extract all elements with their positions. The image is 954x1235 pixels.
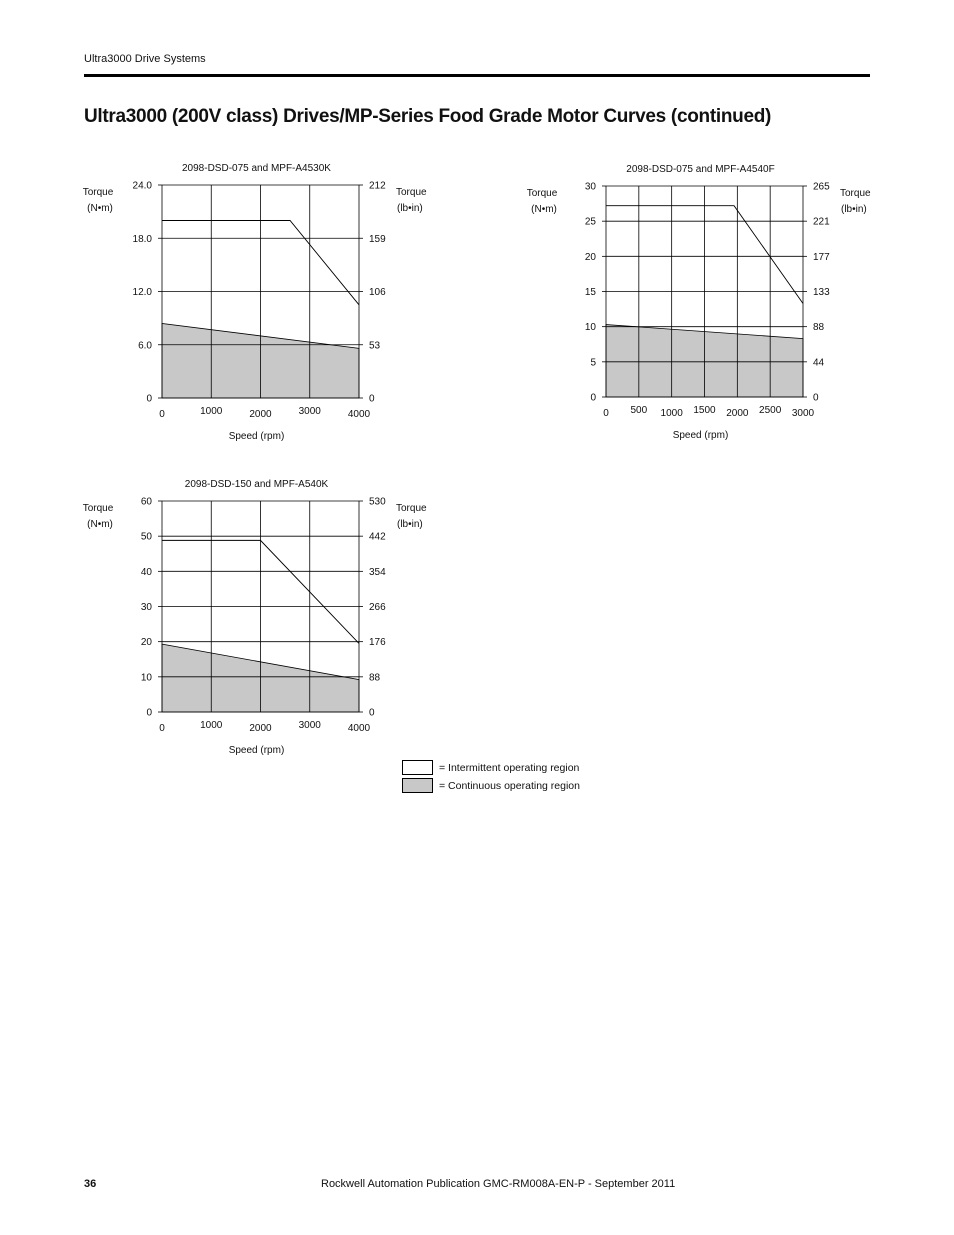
x-tick-label: 0 bbox=[603, 408, 609, 419]
x-tick-label: 1000 bbox=[660, 408, 683, 419]
x-tick-label: 4000 bbox=[347, 723, 371, 734]
y-axis-unit-right: (lb•in) bbox=[397, 519, 423, 530]
x-tick-label: 3000 bbox=[298, 720, 321, 731]
x-tick-label: 1000 bbox=[200, 720, 223, 731]
y-tick-label-right: 530 bbox=[369, 496, 386, 508]
y-tick-label-right: 266 bbox=[369, 602, 386, 613]
y-axis-label-right: Torque bbox=[840, 188, 871, 199]
y-tick-label-right: 442 bbox=[369, 531, 386, 543]
y-tick-label-left: 30 bbox=[584, 181, 596, 193]
x-tick-label: 0 bbox=[159, 723, 165, 734]
y-axis-label-left: Torque bbox=[82, 503, 114, 514]
y-tick-label-left: 30 bbox=[140, 602, 152, 613]
y-axis-unit-right: (lb•in) bbox=[397, 203, 423, 214]
legend-label-intermittent: = Intermittent operating region bbox=[439, 761, 580, 774]
y-axis-label-right: Torque bbox=[396, 503, 427, 514]
y-tick-label-left: 50 bbox=[140, 531, 152, 543]
publication-footer: Rockwell Automation Publication GMC-RM008A-EN-P - September 2011 bbox=[321, 1178, 676, 1190]
y-tick-label-left: 5 bbox=[590, 357, 596, 369]
running-header: Ultra3000 Drive Systems bbox=[84, 53, 206, 65]
y-tick-label-right: 44 bbox=[813, 357, 825, 369]
y-tick-label-right: 88 bbox=[369, 672, 381, 684]
y-tick-label-left: 60 bbox=[140, 496, 152, 508]
y-tick-label-left: 10 bbox=[140, 672, 152, 684]
y-tick-label-right: 212 bbox=[369, 180, 386, 192]
x-tick-label: 2000 bbox=[249, 723, 272, 734]
y-tick-label-right: 0 bbox=[369, 393, 375, 405]
y-tick-label-left: 25 bbox=[584, 216, 596, 228]
legend-item-intermittent bbox=[402, 759, 580, 776]
y-tick-label-left: 0 bbox=[146, 707, 152, 719]
y-tick-label-right: 354 bbox=[369, 566, 386, 578]
y-tick-label-left: 18.0 bbox=[132, 233, 152, 245]
legend-item-continuous bbox=[402, 777, 580, 794]
y-tick-label-right: 0 bbox=[813, 392, 819, 404]
x-tick-label: 2500 bbox=[759, 405, 782, 416]
y-axis-label-left: Torque bbox=[82, 187, 114, 198]
y-tick-label-left: 24.0 bbox=[132, 180, 152, 192]
legend-swatch-continuous bbox=[402, 778, 433, 793]
x-axis-label: Speed (rpm) bbox=[228, 745, 285, 756]
y-tick-label-left: 0 bbox=[146, 393, 152, 405]
y-tick-label-left: 12.0 bbox=[132, 287, 152, 298]
y-axis-unit-right: (lb•in) bbox=[841, 204, 867, 215]
x-tick-label: 1500 bbox=[693, 405, 716, 416]
y-tick-label-right: 106 bbox=[369, 287, 386, 298]
y-axis-unit-left: (N•m) bbox=[531, 204, 557, 215]
x-tick-label: 3000 bbox=[791, 408, 815, 419]
y-tick-label-left: 10 bbox=[584, 322, 596, 334]
x-axis-label: Speed (rpm) bbox=[228, 431, 285, 442]
y-axis-label-left: Torque bbox=[526, 188, 558, 199]
y-tick-label-left: 20 bbox=[140, 637, 152, 649]
x-tick-label: 1000 bbox=[200, 406, 223, 417]
y-tick-label-left: 40 bbox=[140, 566, 152, 578]
y-tick-label-right: 265 bbox=[813, 181, 830, 193]
x-tick-label: 2000 bbox=[726, 408, 749, 419]
x-tick-label: 500 bbox=[630, 405, 648, 416]
y-tick-label-right: 0 bbox=[369, 707, 375, 719]
y-tick-label-right: 133 bbox=[813, 287, 830, 298]
y-tick-label-left: 20 bbox=[584, 251, 596, 263]
x-axis-label: Speed (rpm) bbox=[672, 430, 729, 441]
y-axis-unit-left: (N•m) bbox=[87, 519, 113, 530]
y-axis-unit-left: (N•m) bbox=[87, 203, 113, 214]
y-tick-label-right: 53 bbox=[369, 340, 381, 352]
y-tick-label-left: 6.0 bbox=[138, 340, 152, 352]
legend-label-continuous: = Continuous operating region bbox=[439, 779, 580, 792]
chart-title: 2098-DSD-075 and MPF-A4530K bbox=[182, 163, 331, 174]
y-tick-label-right: 176 bbox=[369, 637, 386, 649]
y-tick-label-right: 159 bbox=[369, 233, 386, 245]
legend-swatch-intermittent bbox=[402, 760, 433, 775]
page-title: Ultra3000 (200V class) Drives/MP-Series Food Grade Motor Curves (continued) bbox=[84, 106, 772, 127]
x-tick-label: 0 bbox=[159, 409, 165, 420]
y-tick-label-right: 177 bbox=[813, 251, 830, 263]
x-tick-label: 4000 bbox=[347, 409, 371, 420]
y-axis-label-right: Torque bbox=[396, 187, 427, 198]
y-tick-label-left: 15 bbox=[584, 287, 596, 298]
y-tick-label-left: 0 bbox=[590, 392, 596, 404]
page-number: 36 bbox=[84, 1178, 97, 1190]
x-tick-label: 2000 bbox=[249, 409, 272, 420]
x-tick-label: 3000 bbox=[298, 406, 321, 417]
chart-title: 2098-DSD-150 and MPF-A540K bbox=[184, 479, 329, 490]
chart-title: 2098-DSD-075 and MPF-A4540F bbox=[626, 164, 775, 175]
legend bbox=[402, 759, 580, 795]
y-tick-label-right: 88 bbox=[813, 322, 825, 334]
y-tick-label-right: 221 bbox=[813, 216, 830, 228]
